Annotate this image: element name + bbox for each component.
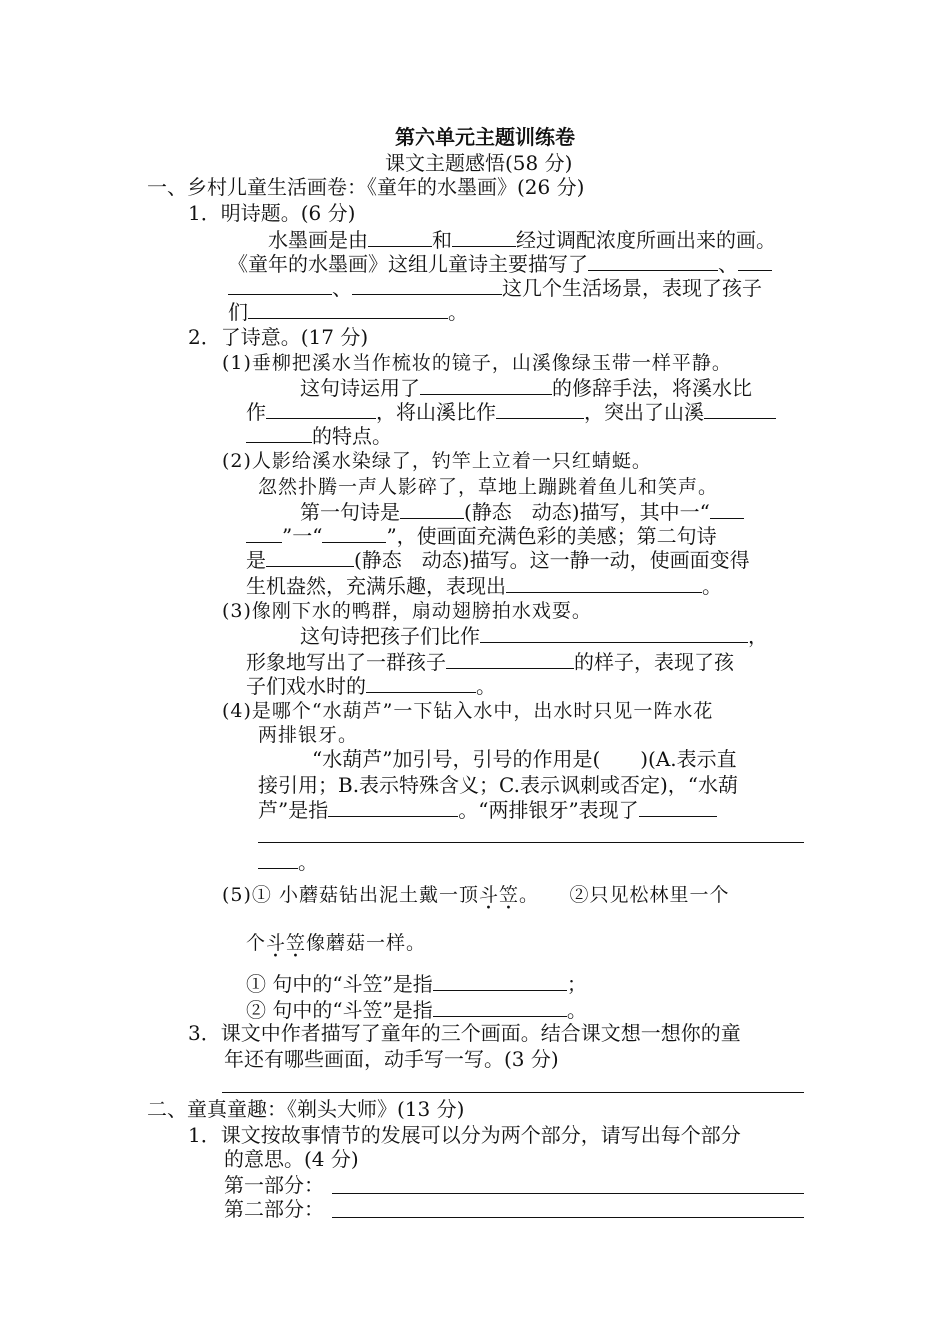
text: ，将山溪比作: [376, 400, 496, 424]
part1-answer-line[interactable]: [332, 1193, 804, 1194]
part2-label: 第二部分：: [224, 1197, 324, 1221]
answer-blank[interactable]: [400, 498, 464, 519]
text: 《童年的水墨画》这组儿童诗主要描写了: [228, 252, 588, 276]
p3-line3: [246, 672, 496, 699]
emphasis-char: 斗: [266, 932, 287, 954]
text: 。: [566, 998, 587, 1022]
q1-line4: [228, 298, 468, 325]
answer-blank[interactable]: [738, 250, 772, 271]
answer-blank[interactable]: [258, 848, 298, 869]
text: 是: [246, 548, 266, 572]
text: 像蘑菇一样。: [306, 932, 427, 954]
poem-4a: (4)是哪个“水葫芦”一下钻入水中，出水时只见一阵水花: [222, 700, 714, 722]
answer-blank[interactable]: [328, 796, 458, 817]
text: ”，使画面充满色彩的美感；第二句诗: [386, 524, 717, 548]
answer-blank[interactable]: [704, 398, 776, 419]
text: 。: [476, 674, 496, 698]
answer-blank[interactable]: [248, 298, 448, 319]
answer-blank[interactable]: [266, 546, 354, 567]
emphasis-char: 斗: [478, 884, 499, 906]
answer-blank[interactable]: [639, 796, 717, 817]
text: 这句诗运用了: [300, 376, 420, 400]
q1-line3: [228, 274, 762, 301]
text: 和: [432, 228, 452, 252]
poem-2a: (2)人影给溪水染绿了，钓竿上立着一只红蜻蜓。: [222, 450, 652, 472]
q1-line1: [268, 226, 776, 253]
text: 的样子，表现了孩: [574, 650, 734, 674]
text: 作: [246, 400, 266, 424]
text: ；: [566, 972, 587, 996]
text: 们: [228, 300, 248, 324]
text: ① 句中的“斗笠”是指: [246, 972, 433, 996]
text: ”一“: [282, 524, 323, 548]
answer-blank[interactable]: [246, 422, 312, 443]
answer-blank[interactable]: [228, 274, 332, 295]
p2-line4: [246, 572, 722, 599]
s2-q1-line2: 的意思。(4 分): [224, 1147, 359, 1171]
q3-line2: 年还有哪些画面，动手写一写。(3 分): [224, 1047, 559, 1071]
poem-4b: 两排银牙。: [258, 724, 359, 746]
text: 。: [298, 850, 318, 874]
text: 子们戏水时的: [246, 674, 366, 698]
text: 、: [332, 276, 352, 300]
poem-1: (1)垂柳把溪水当作梳妆的镜子，山溪像绿玉带一样平静。: [222, 352, 732, 374]
p2-line3: [246, 546, 750, 573]
text: ，: [748, 624, 768, 648]
p1-line1: [300, 374, 752, 401]
answer-blank[interactable]: [710, 498, 744, 519]
emphasis-char: 笠: [498, 884, 519, 906]
section1-heading: 一、乡村儿童生活画卷：《童年的水墨画》(26 分): [147, 175, 585, 199]
answer-blank[interactable]: [506, 572, 702, 593]
text: 生机盎然，充满乐趣，表现出: [246, 574, 506, 598]
text: 这句诗把孩子们比作: [300, 624, 480, 648]
text: (5)① 小蘑菇钻出泥土戴一顶: [222, 884, 479, 906]
text: ② 句中的“斗笠”是指: [246, 998, 433, 1022]
q2-heading: 2．了诗意。(17 分): [188, 325, 369, 349]
s2-q1-line1: 1．课文按故事情节的发展可以分为两个部分，请写出每个部分: [188, 1123, 741, 1147]
p4-line1: “水葫芦”加引号，引号的作用是( )(A.表示直: [312, 747, 737, 771]
answer-blank[interactable]: [496, 398, 584, 419]
page-title: 第六单元主题训练卷: [395, 125, 575, 149]
answer-blank[interactable]: [368, 226, 432, 247]
p5-line2: [246, 930, 426, 956]
answer-blank[interactable]: [480, 622, 748, 643]
answer-blank[interactable]: [322, 522, 386, 543]
text: 经过调配浓度所画出来的画。: [516, 228, 776, 252]
part1-label: 第一部分：: [224, 1173, 324, 1197]
q1-line2: [228, 250, 772, 277]
answer-blank[interactable]: [352, 274, 502, 295]
text: 水墨画是由: [268, 228, 368, 252]
answer-blank[interactable]: [433, 970, 567, 991]
text: (静态 动态)描写，其中一“: [464, 500, 710, 524]
text: ，突出了山溪: [584, 400, 704, 424]
p3-line2: [246, 648, 734, 675]
p1-line3: [246, 422, 392, 449]
q3-line1: 3．课文中作者描写了童年的三个画面。结合课文想一想你的童: [188, 1021, 741, 1045]
text: 个: [246, 932, 267, 954]
p4-line3: [258, 796, 717, 823]
answer-blank[interactable]: [246, 522, 282, 543]
emphasis-char: 笠: [286, 932, 307, 954]
text: 的修辞手法，将溪水比: [552, 376, 752, 400]
poem-2b: 忽然扑腾一声人影碎了，草地上蹦跳着鱼儿和笑声。: [258, 476, 719, 498]
answer-line[interactable]: [222, 1092, 804, 1093]
answer-blank[interactable]: [366, 672, 476, 693]
text: 。: [448, 300, 468, 324]
text: 第一句诗是: [300, 500, 400, 524]
answer-blank[interactable]: [452, 226, 516, 247]
text: 。: [702, 574, 722, 598]
p2-line2: [246, 522, 717, 549]
q1-heading: 1．明诗题。(6 分): [188, 201, 356, 225]
text: 的特点。: [312, 424, 392, 448]
p4-line2: 接引用；B.表示特殊含义；C.表示讽刺或否定)，“水葫: [258, 773, 739, 797]
answer-blank[interactable]: [420, 374, 552, 395]
answer-blank[interactable]: [446, 648, 574, 669]
p5-line1: [222, 882, 730, 908]
p3-line1: [300, 622, 768, 649]
text: 这几个生活场景，表现了孩子: [502, 276, 762, 300]
answer-line[interactable]: [258, 842, 804, 843]
page-subtitle: 课文主题感悟(58 分): [385, 151, 573, 175]
text: 。“两排银牙”表现了: [458, 798, 639, 822]
answer-blank[interactable]: [266, 398, 376, 419]
p1-line2: [246, 398, 776, 425]
p4-line5: [258, 848, 318, 875]
poem-3: (3)像刚下水的鸭群，扇动翅膀拍水戏耍。: [222, 600, 592, 622]
section2-heading: 二、童真童趣：《剃头大师》(13 分): [147, 1097, 465, 1121]
p5-answer1: [246, 970, 587, 997]
text: (静态 动态)描写。这一静一动，使画面变得: [354, 548, 750, 572]
text: 形象地写出了一群孩子: [246, 650, 446, 674]
answer-blank[interactable]: [588, 250, 718, 271]
answer-blank[interactable]: [433, 996, 567, 1017]
part2-answer-line[interactable]: [332, 1217, 804, 1218]
p2-line1: [300, 498, 744, 525]
p5-answer2: [246, 996, 587, 1023]
text: 、: [718, 252, 738, 276]
text: 芦”是指: [258, 798, 329, 822]
text: 。 ②只见松林里一个: [519, 884, 730, 906]
